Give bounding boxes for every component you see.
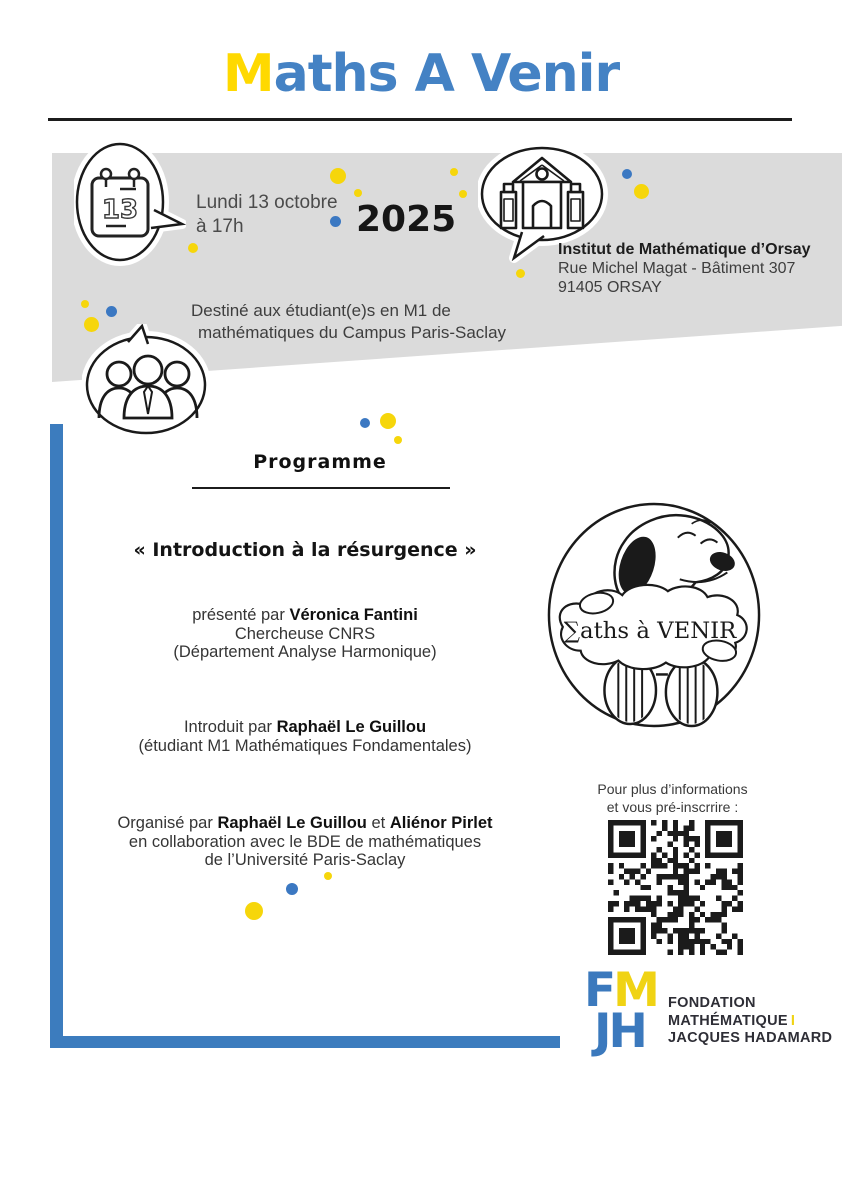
fmjh-letter-m: M bbox=[613, 963, 657, 1018]
venue-address bbox=[558, 240, 810, 297]
speaker-block bbox=[35, 606, 575, 662]
blue-dot bbox=[286, 883, 298, 895]
speaker-name: Véronica Fantini bbox=[289, 606, 418, 624]
organisers-block bbox=[35, 814, 575, 870]
introducer-line bbox=[35, 718, 575, 737]
audience-text bbox=[191, 300, 506, 344]
maths-a-venir-badge bbox=[545, 500, 763, 730]
fmjh-line2 bbox=[668, 1013, 832, 1031]
title-divider bbox=[48, 118, 792, 121]
talk-title: « Introduction à la résurgence » bbox=[133, 539, 477, 561]
organised-line3: de l’Université Paris-Saclay bbox=[204, 851, 406, 869]
yellow-dot bbox=[459, 190, 467, 198]
audience-line2: mathématiques du Campus Paris-Saclay bbox=[198, 323, 507, 342]
fmjh-letter-f: F bbox=[584, 963, 614, 1018]
title-rest: aths A Venir bbox=[273, 44, 620, 104]
venue-street: Rue Michel Magat - Bâtiment 307 bbox=[558, 260, 796, 277]
event-datetime bbox=[196, 191, 338, 239]
fmjh-line2-text: MATHÉMATIQUE bbox=[668, 1012, 788, 1029]
yellow-dot bbox=[245, 902, 263, 920]
fmjh-line2-accent: I bbox=[790, 1012, 796, 1029]
event-time: à 17h bbox=[196, 216, 244, 237]
introduced-prefix: Introduit par bbox=[183, 718, 277, 736]
fmjh-wordmark bbox=[668, 995, 832, 1048]
yellow-dot bbox=[81, 300, 89, 308]
fmjh-letter-h: H bbox=[608, 1004, 645, 1059]
organised-line2: en collaboration avec le BDE de mathématiques bbox=[128, 832, 482, 851]
organiser-name-2: Aliénor Pirlet bbox=[389, 814, 493, 832]
venue-city: 91405 ORSAY bbox=[558, 279, 662, 296]
qr-caption bbox=[580, 781, 765, 816]
blue-dot bbox=[106, 306, 117, 317]
blue-dot bbox=[360, 418, 370, 428]
calendar-icon bbox=[92, 169, 148, 236]
organised-middle: et bbox=[366, 814, 390, 832]
organisers-line bbox=[35, 814, 575, 833]
bottom-accent-bar bbox=[50, 1036, 560, 1048]
speaker-role: Chercheuse CNRS bbox=[234, 624, 376, 643]
qr-caption-line2: et vous pré-inscrrire : bbox=[606, 798, 739, 815]
programme-divider bbox=[192, 487, 450, 489]
qr-code bbox=[608, 820, 743, 955]
calendar-day: 13 bbox=[101, 195, 139, 225]
speaker-dept: (Département Analyse Harmonique) bbox=[173, 643, 437, 661]
yellow-dot bbox=[516, 269, 525, 278]
organiser-name-1: Raphaël Le Guillou bbox=[217, 814, 367, 832]
yellow-dot bbox=[354, 189, 362, 197]
yellow-dot bbox=[380, 413, 396, 429]
introducer-detail: (étudiant M1 Mathématiques Fondamentales) bbox=[138, 736, 472, 755]
page-title bbox=[0, 44, 842, 104]
qr-caption-line1: Pour plus d’informations bbox=[597, 781, 748, 797]
calendar-speech-bubble bbox=[74, 142, 186, 268]
blue-dot bbox=[622, 169, 632, 179]
fmjh-line1: FONDATION bbox=[668, 995, 756, 1011]
yellow-dot bbox=[394, 436, 402, 444]
fmjh-logo bbox=[584, 963, 657, 1059]
audience-line1: Destiné aux étudiant(e)s en M1 de bbox=[191, 301, 451, 320]
introducer-block bbox=[35, 718, 575, 755]
fmjh-letter-j: J bbox=[594, 1004, 609, 1059]
event-date: Lundi 13 octobre bbox=[196, 192, 338, 213]
programme-heading: Programme bbox=[253, 451, 387, 473]
presented-prefix: présenté par bbox=[192, 606, 290, 624]
event-year: 2025 bbox=[356, 199, 457, 240]
yellow-dot bbox=[634, 184, 649, 199]
badge-text: ∑aths à VENIR bbox=[563, 617, 737, 644]
yellow-dot bbox=[450, 168, 458, 176]
yellow-dot bbox=[324, 872, 332, 880]
speaker-line bbox=[35, 606, 575, 625]
title-initial: M bbox=[222, 44, 274, 104]
venue-name: Institut de Mathématique d’Orsay bbox=[558, 241, 811, 258]
yellow-dot bbox=[330, 168, 346, 184]
introducer-name: Raphaël Le Guillou bbox=[276, 718, 427, 736]
yellow-dot bbox=[188, 243, 198, 253]
organised-prefix: Organisé par bbox=[117, 814, 218, 832]
fmjh-line3: JACQUES HADAMARD bbox=[668, 1030, 833, 1046]
